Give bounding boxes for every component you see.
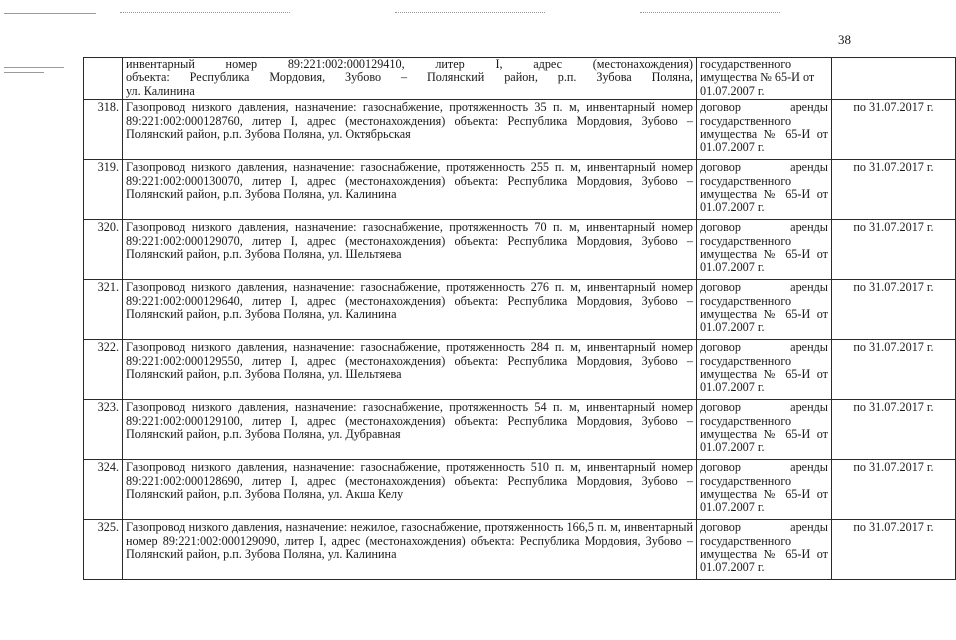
row-term: по 31.07.2017 г.	[832, 280, 956, 340]
agr-line: государственного	[700, 57, 792, 71]
agreement-details: государственного имущества № 65-И от 01.07.2007 г.	[700, 533, 828, 575]
row-number: 324.	[84, 460, 123, 520]
row-description: Газопровод низкого давления, назначение: газоснабжение, протяженность 284 п. м, инвентарный номер 89:221:002:000129550, литер I, адрес (местонахождения) объекта: Республика Мордовия, Зубово – Полянский район, р.п. Зубова Поляна, ул. Шельтяева	[123, 340, 697, 400]
row-description: Газопровод низкого давления, назначение: газоснабжение, протяженность 255 п. м, инвентарный номер 89:221:002:000130070, литер I, адрес (местонахождения) объекта: Республика Мордовия, Зубово – Полянский район, р.п. Зубова Поляна, ул. Калинина	[123, 160, 697, 220]
agr-line: имущества № 65-И от	[700, 70, 815, 85]
desc-line: инвентарный номер 89:221:002:000129410, литер I, адрес (местонахождения)	[126, 57, 693, 71]
scan-artifact	[120, 12, 290, 13]
row-term: по 31.07.2017 г.	[832, 160, 956, 220]
row-agreement	[697, 220, 832, 280]
scan-artifact	[4, 13, 96, 14]
row-description: Газопровод низкого давления, назначение: газоснабжение, протяженность 70 п. м, инвентарный номер 89:221:002:000129070, литер I, адрес (местонахождения) объекта: Республика Мордовия, Зубово – Полянский район, р.п. Зубова Поляна, ул. Шельтяева	[123, 220, 697, 280]
row-term: по 31.07.2017 г.	[832, 520, 956, 580]
agreement-type: договор аренды	[700, 520, 828, 535]
table-row	[84, 460, 956, 520]
row-description: Газопровод низкого давления, назначение: нежилое, газоснабжение, протяженность 166,5 п. м, инвентарный номер 89:221:002:000129090, литер I, адрес (местонахождения) объекта: Республика Мордовия, Зубово – Полянский район, р.п. Зубова Поляна, ул. Калинина	[123, 520, 697, 580]
row-number: 325.	[84, 520, 123, 580]
row-number: 323.	[84, 400, 123, 460]
row-number: 319.	[84, 160, 123, 220]
agreement-type: договор аренды	[700, 340, 828, 355]
agreement-type: договор аренды	[700, 280, 828, 295]
agreement-type: договор аренды	[700, 460, 828, 475]
scan-artifact	[395, 12, 545, 13]
row-description: Газопровод низкого давления, назначение: газоснабжение, протяженность 54 п. м, инвентарный номер 89:221:002:000129100, литер I, адрес (местонахождения) объекта: Республика Мордовия, Зубово – Полянский район, р.п. Зубова Поляна, ул. Дубравная	[123, 400, 697, 460]
table-row	[84, 220, 956, 280]
scan-artifact	[640, 12, 780, 13]
table-row	[84, 400, 956, 460]
row-agreement	[697, 400, 832, 460]
agreement-details: государственного имущества № 65-И от 01.07.2007 г.	[700, 353, 828, 395]
row-agreement	[697, 280, 832, 340]
row-agreement	[697, 340, 832, 400]
row-term: по 31.07.2017 г.	[832, 460, 956, 520]
table-row-partial	[84, 58, 956, 100]
row-agreement	[697, 460, 832, 520]
table-row	[84, 280, 956, 340]
agreement-details: государственного имущества № 65-И от 01.07.2007 г.	[700, 413, 828, 455]
row-description	[123, 58, 697, 100]
row-number: 320.	[84, 220, 123, 280]
table-row	[84, 160, 956, 220]
agreement-details: государственного имущества № 65-И от 01.07.2007 г.	[700, 113, 828, 155]
row-agreement	[697, 58, 832, 100]
row-number: 318.	[84, 100, 123, 160]
desc-line: объекта: Республика Мордовия, Зубово – Полянский район, р.п. Зубова Поляна,	[126, 70, 693, 85]
row-term: по 31.07.2017 г.	[832, 400, 956, 460]
agreement-details: государственного имущества № 65-И от 01.07.2007 г.	[700, 233, 828, 275]
table-row	[84, 520, 956, 580]
desc-line: ул. Калинина	[126, 83, 195, 98]
scan-artifact	[4, 72, 44, 73]
row-number: 321.	[84, 280, 123, 340]
table-row	[84, 340, 956, 400]
table-row	[84, 100, 956, 160]
row-description: Газопровод низкого давления, назначение: газоснабжение, протяженность 276 п. м, инвентарный номер 89:221:002:000129640, литер I, адрес (местонахождения) объекта: Республика Мордовия, Зубово – Полянский район, р.п. Зубова Поляна, ул. Калинина	[123, 280, 697, 340]
row-term: по 31.07.2017 г.	[832, 340, 956, 400]
agr-line: 01.07.2007 г.	[700, 83, 765, 98]
row-term	[832, 58, 956, 100]
row-agreement	[697, 100, 832, 160]
agreement-type: договор аренды	[700, 400, 828, 415]
agreement-details: государственного имущества № 65-И от 01.07.2007 г.	[700, 173, 828, 215]
row-agreement	[697, 160, 832, 220]
page-number: 38	[838, 32, 851, 47]
scan-artifact	[4, 67, 64, 68]
property-table	[83, 57, 956, 580]
row-term: по 31.07.2017 г.	[832, 100, 956, 160]
agreement-details: государственного имущества № 65-И от 01.07.2007 г.	[700, 293, 828, 335]
row-agreement	[697, 520, 832, 580]
row-description: Газопровод низкого давления, назначение: газоснабжение, протяженность 510 п. м, инвентарный номер 89:221:002:000128690, литер I, адрес (местонахождения) объекта: Республика Мордовия, Зубово – Полянский район, р.п. Зубова Поляна, ул. Акша Келу	[123, 460, 697, 520]
agreement-details: государственного имущества № 65-И от 01.07.2007 г.	[700, 473, 828, 515]
row-description: Газопровод низкого давления, назначение: газоснабжение, протяженность 35 п. м, инвентарный номер 89:221:002:000128760, литер I, адрес (местонахождения) объекта: Республика Мордовия, Зубово – Полянский район, р.п. Зубова Поляна, ул. Октябрьская	[123, 100, 697, 160]
row-term: по 31.07.2017 г.	[832, 220, 956, 280]
agreement-type: договор аренды	[700, 160, 828, 175]
agreement-type: договор аренды	[700, 220, 828, 235]
row-number: 322.	[84, 340, 123, 400]
agreement-type: договор аренды	[700, 100, 828, 115]
row-number	[84, 58, 123, 100]
